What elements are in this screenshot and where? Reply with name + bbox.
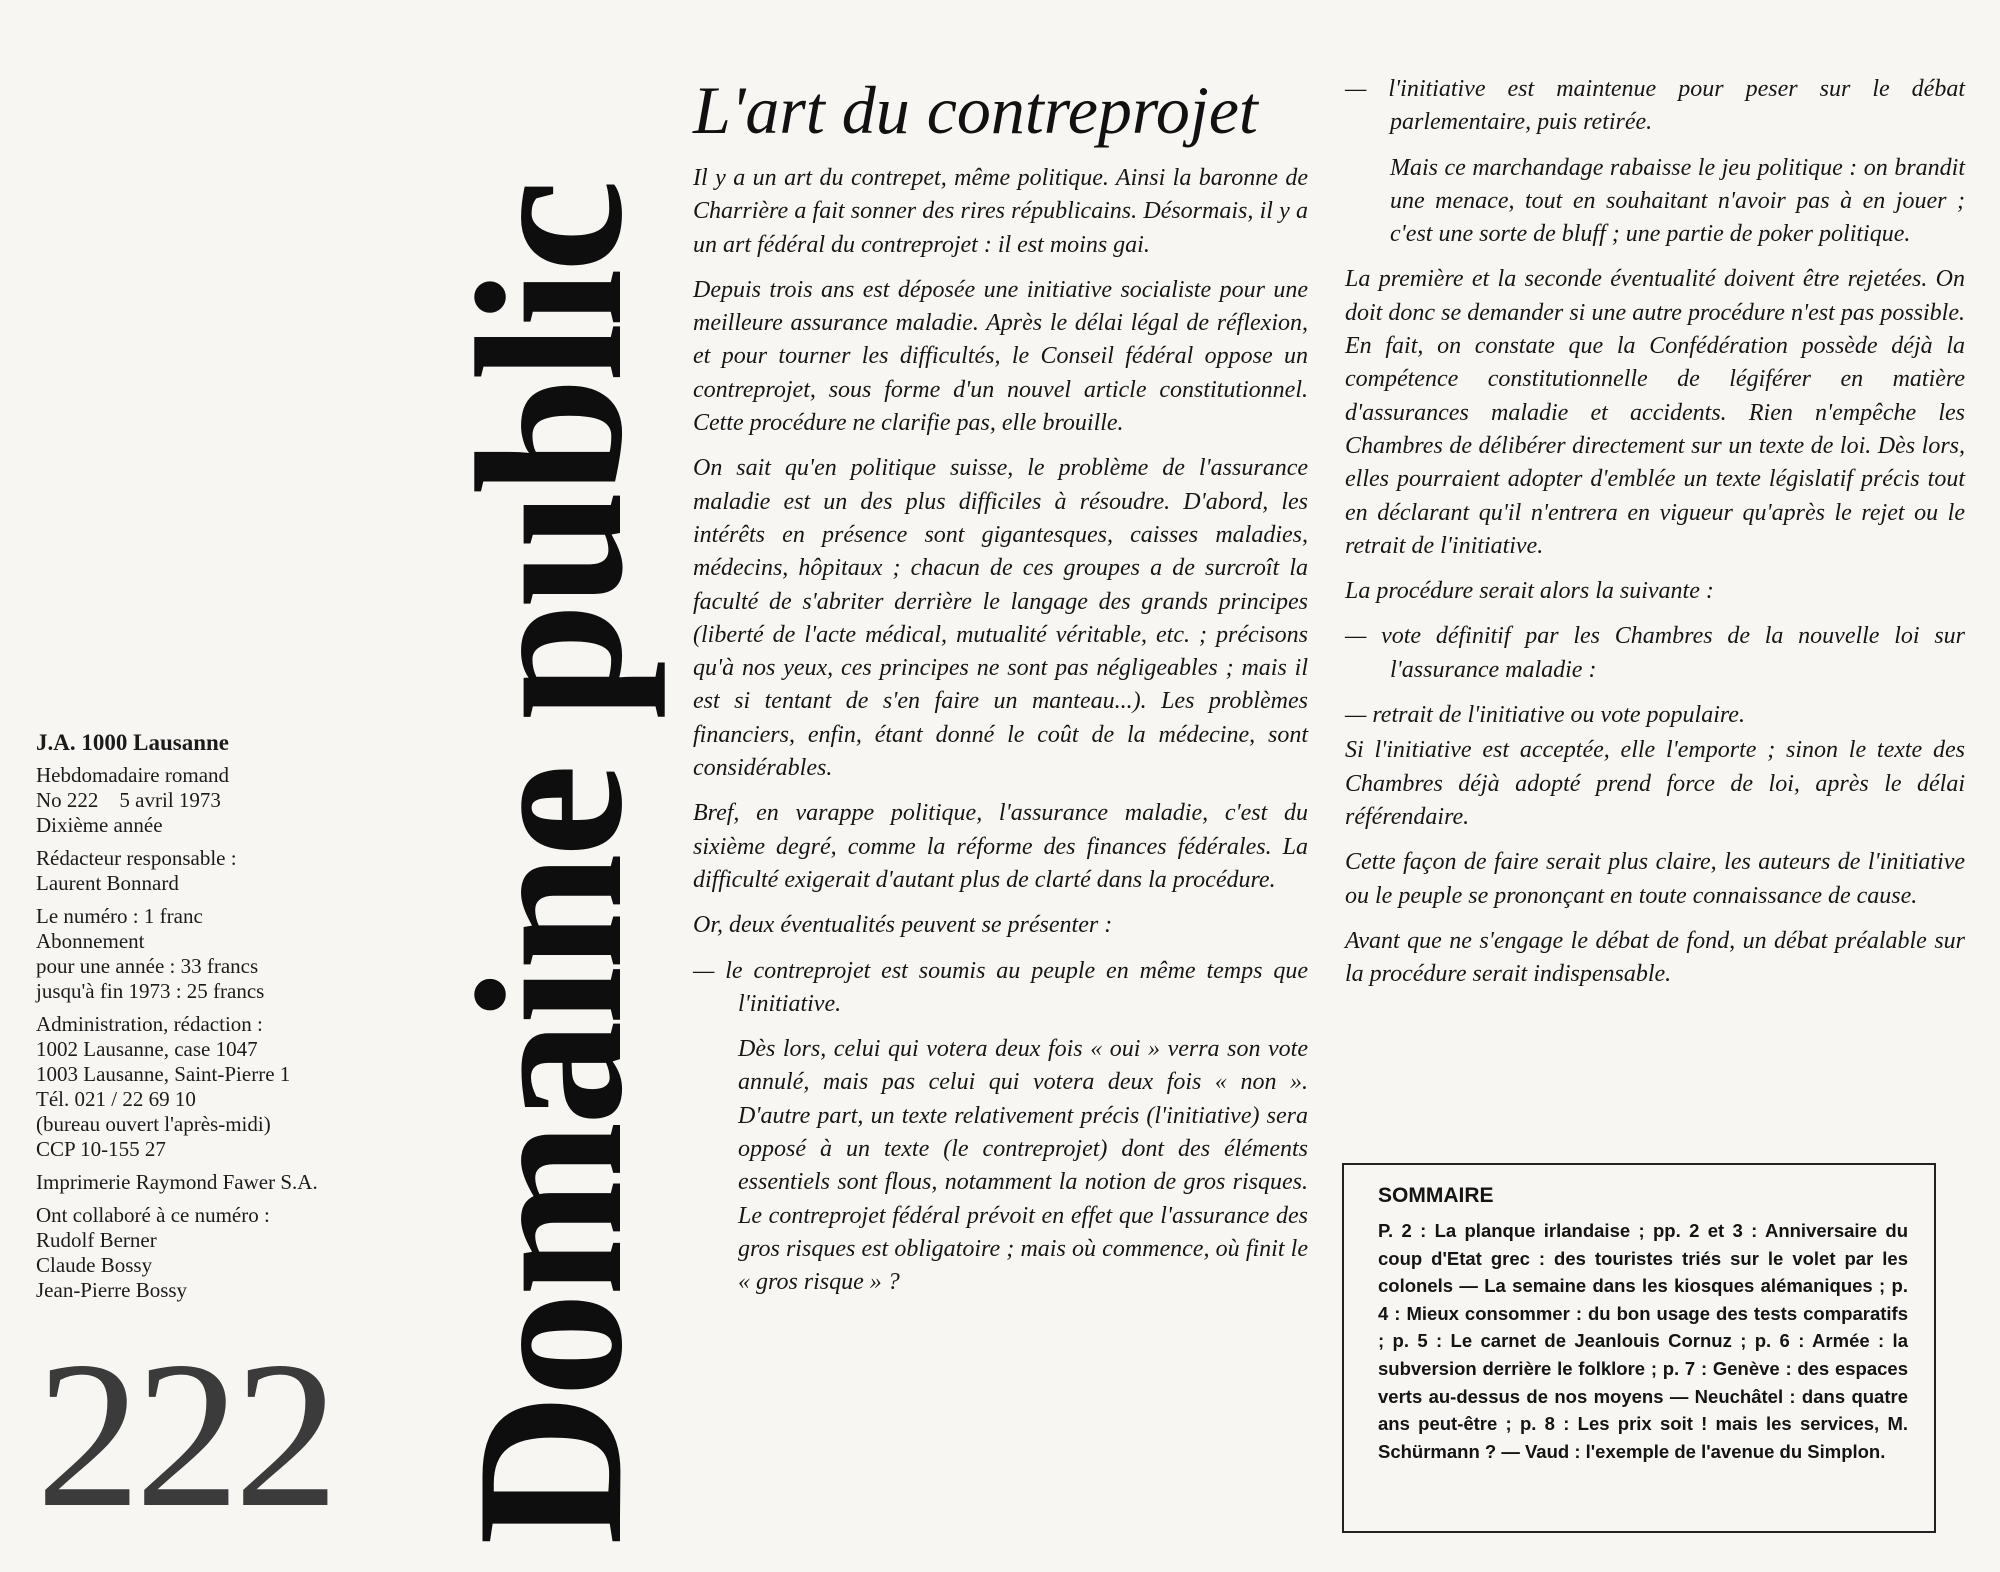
info-line: No 222 5 avril 1973 xyxy=(36,788,221,812)
paragraph: La procédure serait alors la suivante : xyxy=(1345,578,1714,605)
printer-details xyxy=(36,1170,436,1195)
article-title: L'art du contreprojet xyxy=(693,72,1258,148)
editor-details xyxy=(36,846,436,896)
dash-item: — retrait de l'initiative ou vote populaire. xyxy=(1345,702,1745,729)
info-line: Rédacteur responsable : xyxy=(36,846,237,870)
masthead: Domaine public xyxy=(434,183,666,1545)
info-line: Hebdomadaire romand xyxy=(36,763,230,787)
info-line: jusqu'à fin 1973 : 25 francs xyxy=(36,979,265,1003)
paragraph: Or, deux éventualités peuvent se présenter : xyxy=(693,912,1113,939)
paragraph: Avant que ne s'engage le débat de fond, un débat préalable sur la procédure serait indispensable. xyxy=(1345,927,1965,988)
paragraph: Cette façon de faire serait plus claire, les auteurs de l'initiative ou le peuple se prononçant en toute connaissance de cause. xyxy=(1345,849,1965,909)
indented-paragraph: Dès lors, celui qui votera deux fois « oui » verra son vote annulé, mais pas celui qui votera deux fois « non ». D'autre part, un texte relativement précis (l'initiative) sera opposé à un texte (le contreprojet) dont des éléments essentiels sont flous, notamment la notion de gros risques. Le contreprojet fédéral prévoit en effet que l'assurance des gros risques est obligatoire ; mais où commence, où finit le « gros risque » ? xyxy=(738,1036,1308,1296)
paragraph: Depuis trois ans est déposée une initiative socialiste pour une meilleure assurance maladie. Après le délai légal de réflexion, et pour tourner les difficultés, le Conseil fédéral oppose un contreprojet, sous forme d'un nouvel article constitutionnel. Cette procédure ne clarifie pas, elle brouille. xyxy=(693,276,1308,437)
sommaire-body: P. 2 : La planque irlandaise ; pp. 2 et 3 : Anniversaire du coup d'Etat grec : des touristes triés sur le volet par les colonels — La semaine dans les kiosques alémaniques ; p. 4 : Mieux consommer : du bon usage des tests comparatifs ; p. 5 : Le carnet de Jeanlouis Cornuz ; p. 6 : Armée : la subversion derrière le folklore ; p. 7 : Genève : des espaces verts au-dessus de nos moyens — Neuchâtel : dans quatre ans peut-être ; p. 8 : Les prix soit ! mais les services, M. Schürmann ? — Vaud : l'exemple de l'avenue du Simplon. xyxy=(1378,1220,1908,1462)
info-line: Tél. 021 / 22 69 10 xyxy=(36,1087,196,1111)
info-line: Dixième année xyxy=(36,813,163,837)
administration-details xyxy=(36,1012,436,1162)
paragraph: Bref, en varappe politique, l'assurance maladie, c'est du sixième degré, comme la réforme des finances fédérales. La difficulté exigerait d'autant plus de clarté dans la procédure. xyxy=(693,800,1308,893)
indented-paragraph: Mais ce marchandage rabaisse le jeu politique : on brandit une menace, tout en souhaitant n'avoir pas à en jouer ; c'est une sorte de bluff ; une partie de poker politique. xyxy=(1390,154,1965,248)
dash-item: — le contreprojet est soumis au peuple en même temps que l'initiative. xyxy=(693,957,1308,1017)
sommaire-box xyxy=(1342,1163,1936,1533)
info-line: CCP 10-155 27 xyxy=(36,1137,166,1161)
dash-item: — vote définitif par les Chambres de la nouvelle loi sur l'assurance maladie : xyxy=(1345,623,1965,683)
info-line: 1002 Lausanne, case 1047 xyxy=(36,1037,258,1061)
info-line: Laurent Bonnard xyxy=(36,871,179,895)
sommaire-heading: SOMMAIRE xyxy=(1378,1184,1494,1207)
paragraph: Si l'initiative est acceptée, elle l'emporte ; sinon le texte des Chambres déjà adopté prend force de loi, après le délai référendaire. xyxy=(1345,737,1965,830)
issue-number: 222 xyxy=(36,1319,333,1551)
contributors xyxy=(36,1203,436,1303)
info-line: Abonnement xyxy=(36,929,145,953)
contributor-name: Jean-Pierre Bossy xyxy=(36,1278,188,1302)
article-column-1 xyxy=(693,162,1308,1312)
contributor-name: Rudolf Berner xyxy=(36,1228,157,1252)
info-line: 1003 Lausanne, Saint-Pierre 1 xyxy=(36,1062,291,1086)
publication-info xyxy=(36,730,436,1311)
info-line: pour une année : 33 francs xyxy=(36,954,259,978)
postal-mark: J.A. 1000 Lausanne xyxy=(36,730,229,755)
paragraph: La première et la seconde éventualité doivent être rejetées. On doit donc se demander si une autre procédure n'est pas possible. En fait, on constate que la Confédération possède déjà la compétence constitutionnelle de légiférer en matière d'assurances maladie et accidents. Rien n'empêche les Chambres de délibérer directement sur un texte de loi. Dès lors, elles pourraient adopter d'emblée un texte législatif précis tout en déclarant qu'il n'entrera en vigueur qu'après le rejet ou le retrait de l'initiative. xyxy=(1345,266,1965,559)
info-line: Administration, rédaction : xyxy=(36,1012,263,1036)
info-line: Le numéro : 1 franc xyxy=(36,904,203,928)
edition-details xyxy=(36,763,436,838)
paragraph: On sait qu'en politique suisse, le problème de l'assurance maladie est un des plus difficiles à résoudre. D'abord, les intérêts en présence sont gigantesques, caisses maladies, médecins, hôpitaux ; chacun de ces groupes a de surcroît la faculté de s'abriter derrière le langage des grands principes (liberté de l'acte médical, mutualité véritable, etc. ; précisons qu'à nos yeux, ces principes ne sont pas négligeables ; mais il est si tentant de s'en faire un manteau...). Les problèmes financiers, enfin, étant donné le coût de la médecine, sont considérables. xyxy=(693,455,1308,782)
dash-item: — l'initiative est maintenue pour peser sur le débat parlementaire, puis retirée. xyxy=(1345,76,1965,136)
info-line: (bureau ouvert l'après-midi) xyxy=(36,1112,271,1136)
article-column-2 xyxy=(1345,73,1965,1003)
paragraph: Il y a un art du contrepet, même politique. Ainsi la baronne de Charrière a fait sonner des rires républicains. Désormais, il y a un art fédéral du contreprojet : il est moins gai. xyxy=(693,165,1308,258)
contributor-name: Claude Bossy xyxy=(36,1253,153,1277)
info-line: Imprimerie Raymond Fawer S.A. xyxy=(36,1170,318,1194)
info-line: Ont collaboré à ce numéro : xyxy=(36,1203,270,1227)
pricing-details xyxy=(36,904,436,1004)
